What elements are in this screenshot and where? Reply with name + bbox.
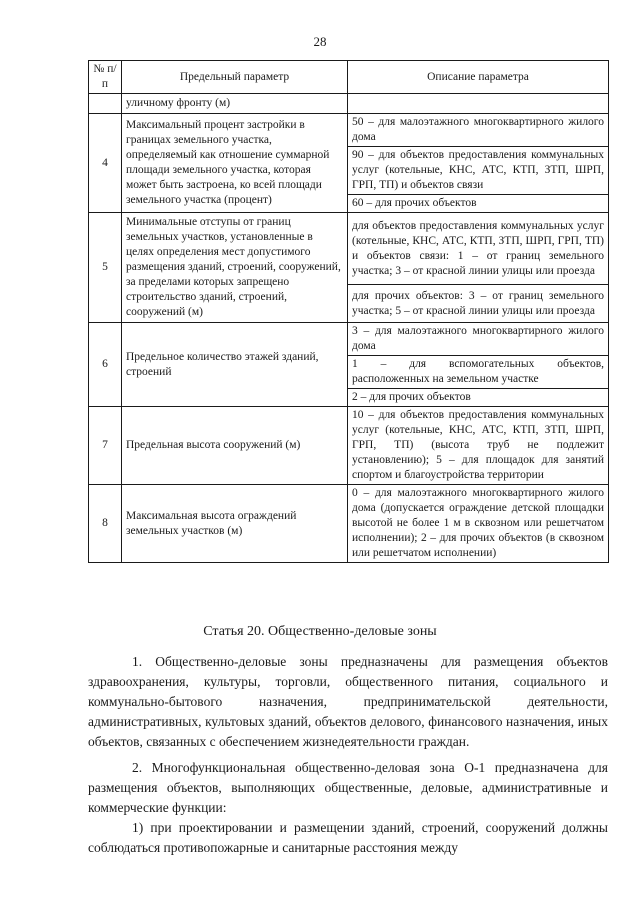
- row-description: 2 – для прочих объектов: [348, 389, 609, 407]
- row-description: для прочих объектов: 3 – от границ земельного участка; 5 – от красной линии улицы или проезда: [348, 285, 609, 323]
- header-description: Описание параметра: [348, 61, 609, 94]
- table-row: [89, 323, 609, 356]
- row-parameter: Максимальный процент застройки в границах земельного участка, определяемый как отношение суммарной площади земельного участка, которая может быть застроена, ко всей площади земельного участка (процент): [122, 114, 348, 213]
- header-number: № п/п: [89, 61, 122, 94]
- table-row: [89, 213, 609, 285]
- row-description: 3 – для малоэтажного многоквартирного жилого дома: [348, 323, 609, 356]
- row-description: 50 – для малоэтажного многоквартирного жилого дома: [348, 114, 609, 147]
- row-number: 7: [89, 407, 122, 485]
- paragraph: 1. Общественно-деловые зоны предназначены для размещения объектов здравоохранения, культуры, торговли, общественного питания, социального и коммунально-бытового назначения, предпринимательской деятельности, административных, культовых зданий, объектов делового, финансового назначения, иных объектов, связанных с обеспечением жизнедеятельности граждан.: [88, 654, 608, 749]
- row-parameter: Предельное количество этажей зданий, строений: [122, 323, 348, 407]
- row-number: 4: [89, 114, 122, 213]
- row-number: 5: [89, 213, 122, 323]
- row-parameter: Предельная высота сооружений (м): [122, 407, 348, 485]
- parameters-table: [88, 60, 609, 563]
- row-description: 1 – для вспомогательных объектов, расположенных на земельном участке: [348, 356, 609, 389]
- table-row: [89, 485, 609, 563]
- row-parameter: Максимальная высота ограждений земельных участков (м): [122, 485, 348, 563]
- article-title: Статья 20. Общественно-деловые зоны: [203, 624, 437, 639]
- row-number: 8: [89, 485, 122, 563]
- row-description: 90 – для объектов предоставления коммунальных услуг (котельные, КНС, АТС, КТП, ЗТП, ШРП, ГРП, ТП) и объектов связи: [348, 147, 609, 195]
- table-row-continuation: [89, 94, 609, 114]
- row-number: [89, 94, 122, 114]
- paragraph: 1) при проектировании и размещении зданий, строений, сооружений должны соблюдаться противопожарные и санитарные расстояния между: [88, 820, 608, 855]
- row-description: 10 – для объектов предоставления коммунальных услуг (котельные, КНС, АТС, КТП, ЗТП, ШРП, ГРП, ТП) (высота труб не подлежит установлению); 5 – для площадок для занятий спортом и благоустройства территории: [348, 407, 609, 485]
- table-row: [89, 407, 609, 485]
- table-header-row: [89, 61, 609, 94]
- paragraph: 2. Многофункциональная общественно-деловая зона О-1 предназначена для размещения объектов, выполняющих общественные, деловые, административные и коммерческие функции:: [88, 760, 608, 815]
- row-parameter: уличному фронту (м): [122, 94, 348, 114]
- row-description: для объектов предоставления коммунальных услуг (котельные, КНС, АТС, КТП, ЗТП, ШРП, ГРП, ТП) и объектов связи: 1 – от границ земельного участка; 3 – от красной линии улицы или проезда: [348, 213, 609, 285]
- table-row: [89, 114, 609, 147]
- row-description: 0 – для малоэтажного многоквартирного жилого дома (допускается ограждение детской площадки высотой не более 1 м в сквозном или решетчатом исполнении); 2 – для прочих объектов (в сквозном или решетчатом исполнении): [348, 485, 609, 563]
- article-body: [88, 652, 608, 858]
- row-description: [348, 94, 609, 114]
- page-number: 28: [313, 34, 327, 49]
- row-number: 6: [89, 323, 122, 407]
- row-description: 60 – для прочих объектов: [348, 195, 609, 213]
- row-parameter: Минимальные отступы от границ земельных участков, установленные в целях определения мест допустимого размещения зданий, строений, сооружений, за пределами которых запрещено строительство зданий, строений, сооружений (м): [122, 213, 348, 323]
- header-parameter: Предельный параметр: [122, 61, 348, 94]
